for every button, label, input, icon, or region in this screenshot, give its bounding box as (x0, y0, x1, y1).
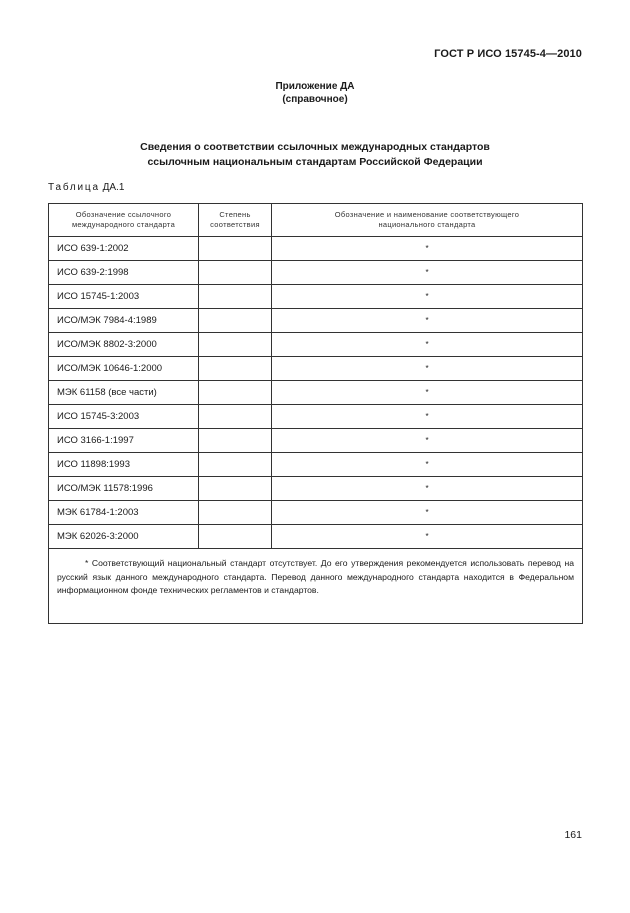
cell-national-standard: * (272, 405, 583, 429)
table-row (49, 285, 583, 309)
standard-id-header: ГОСТ Р ИСО 15745-4—2010 (434, 48, 582, 60)
table-row (49, 525, 583, 549)
cell-national-standard: * (272, 285, 583, 309)
column-header-line: международного стандарта (71, 220, 176, 229)
table-row (49, 453, 583, 477)
reference-table (48, 203, 583, 624)
cell-national-standard: * (272, 501, 583, 525)
table-row (49, 429, 583, 453)
column-header-national-standard (272, 204, 583, 237)
cell-degree (199, 525, 272, 549)
table-body (49, 237, 583, 549)
column-header-degree (199, 204, 272, 237)
cell-degree (199, 333, 272, 357)
cell-national-standard: * (272, 525, 583, 549)
table-row (49, 333, 583, 357)
cell-degree (199, 405, 272, 429)
cell-national-standard: * (272, 261, 583, 285)
table-caption-word: Таблица (48, 182, 100, 193)
cell-international-ref: ИСО 639-1:2002 (49, 237, 199, 261)
table-note-row (49, 549, 583, 624)
cell-national-standard: * (272, 477, 583, 501)
table-row (49, 357, 583, 381)
cell-degree (199, 477, 272, 501)
cell-international-ref: ИСО 639-2:1998 (49, 261, 199, 285)
column-header-line: Степень (219, 210, 251, 219)
annex-subtitle: (справочное) (282, 94, 348, 105)
cell-international-ref: ИСО 15745-1:2003 (49, 285, 199, 309)
cell-degree (199, 453, 272, 477)
column-header-line: соответствия (210, 220, 260, 229)
table-row (49, 261, 583, 285)
table-footnote: * Соответствующий национальный стандарт отсутствует. До его утверждения рекомендуется использовать перевод на русский язык данного международного стандарта. Перевод данного международного стандарта находится в Федеральном информационном фонде технических регламентов и стандартов. (49, 549, 583, 624)
cell-national-standard: * (272, 381, 583, 405)
section-heading-line-1: Сведения о соответствии ссылочных международных стандартов (140, 141, 490, 153)
column-header-line: национального стандарта (378, 220, 476, 229)
cell-international-ref: ИСО/МЭК 7984-4:1989 (49, 309, 199, 333)
table-header-row (49, 204, 583, 237)
annex-title: Приложение ДА (275, 81, 355, 92)
table-row (49, 381, 583, 405)
cell-international-ref: МЭК 61784-1:2003 (49, 501, 199, 525)
cell-national-standard: * (272, 333, 583, 357)
cell-degree (199, 285, 272, 309)
column-header-line: Обозначение и наименование соответствующего (334, 210, 520, 219)
cell-degree (199, 261, 272, 285)
page-number: 161 (564, 829, 582, 841)
table-caption-id: ДА.1 (102, 182, 125, 193)
table-caption (48, 182, 124, 193)
section-heading (0, 140, 630, 170)
table-row (49, 237, 583, 261)
table-row (49, 405, 583, 429)
section-heading-line-2: ссылочным национальным стандартам Российской Федерации (147, 156, 483, 168)
cell-international-ref: ИСО 15745-3:2003 (49, 405, 199, 429)
cell-national-standard: * (272, 453, 583, 477)
cell-degree (199, 309, 272, 333)
cell-national-standard: * (272, 429, 583, 453)
table-row (49, 501, 583, 525)
cell-international-ref: МЭК 61158 (все части) (49, 381, 199, 405)
cell-degree (199, 501, 272, 525)
cell-degree (199, 237, 272, 261)
cell-degree (199, 357, 272, 381)
cell-degree (199, 381, 272, 405)
cell-international-ref: ИСО 3166-1:1997 (49, 429, 199, 453)
table-row (49, 477, 583, 501)
cell-degree (199, 429, 272, 453)
cell-international-ref: ИСО/МЭК 11578:1996 (49, 477, 199, 501)
cell-international-ref: ИСО 11898:1993 (49, 453, 199, 477)
cell-national-standard: * (272, 309, 583, 333)
column-header-international-ref (49, 204, 199, 237)
table-row (49, 309, 583, 333)
cell-international-ref: ИСО/МЭК 8802-3:2000 (49, 333, 199, 357)
cell-international-ref: ИСО/МЭК 10646-1:2000 (49, 357, 199, 381)
column-header-line: Обозначение ссылочного (75, 210, 172, 219)
cell-national-standard: * (272, 357, 583, 381)
cell-national-standard: * (272, 237, 583, 261)
cell-international-ref: МЭК 62026-3:2000 (49, 525, 199, 549)
